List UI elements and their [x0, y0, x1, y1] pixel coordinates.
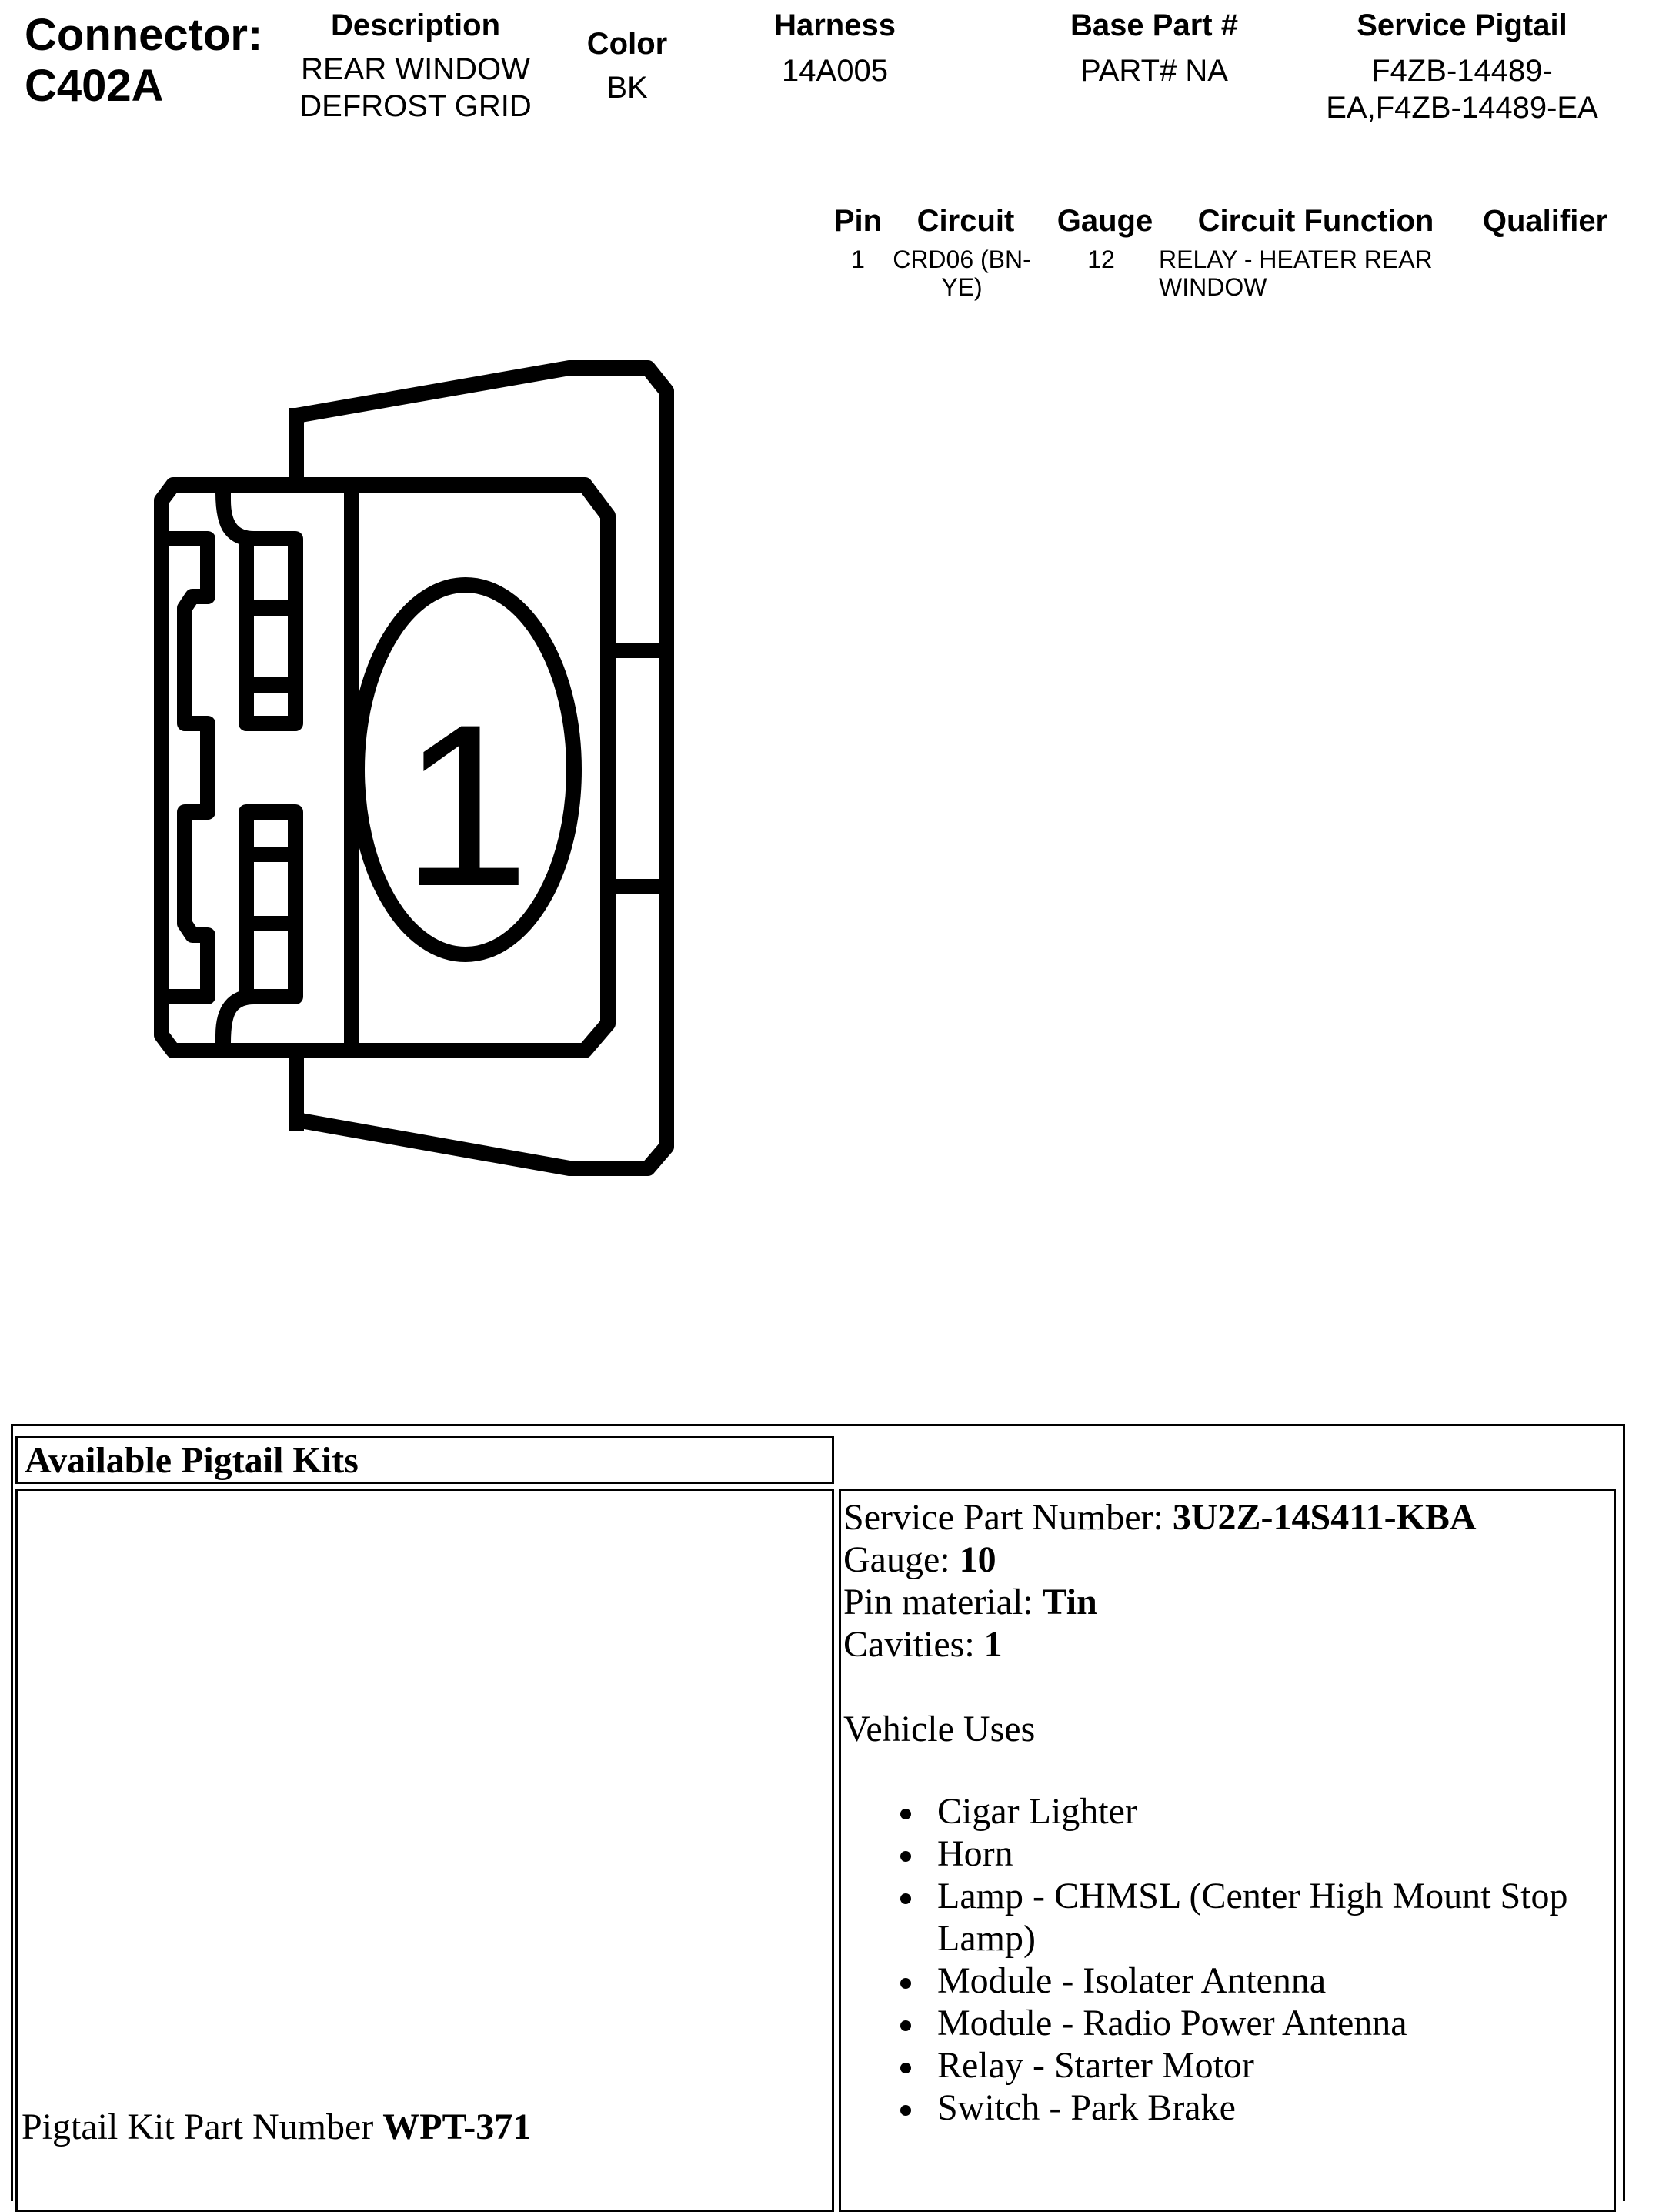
list-item: Switch - Park Brake	[900, 2087, 1630, 2129]
pin-number-label: 1	[401, 676, 530, 934]
circuit-function-cell-line1: RELAY - HEATER REAR	[1159, 246, 1433, 273]
service-pigtail-line1: F4ZB-14489-	[1371, 54, 1553, 88]
bullet-icon	[900, 2105, 911, 2116]
description-header: Description	[330, 8, 501, 42]
circuit-function-header: Circuit Function	[1197, 204, 1434, 238]
gauge-header: Gauge	[1056, 204, 1153, 238]
connector-label: Connector:	[25, 10, 263, 60]
pin-cell: 1	[851, 246, 865, 273]
connector-id: C402A	[25, 61, 164, 111]
list-item: Horn	[900, 1833, 1630, 1875]
bullet-icon	[900, 1978, 911, 1989]
bullet-icon	[900, 2020, 911, 2031]
color-value: BK	[606, 71, 648, 105]
list-item: Cigar Lighter	[900, 1790, 1630, 1833]
pigtail-kits-title: Available Pigtail Kits	[25, 1440, 359, 1481]
base-part-header: Base Part #	[1070, 8, 1238, 42]
pigtail-kit-part-number: Pigtail Kit Part Number WPT-371	[22, 2107, 532, 2147]
circuit-cell-line2: YE)	[941, 273, 983, 301]
color-header: Color	[586, 27, 668, 61]
list-item: Relay - Starter Motor	[900, 2044, 1630, 2087]
gauge-cell: 12	[1087, 246, 1115, 273]
latch-top-hook	[177, 539, 208, 997]
bullet-icon	[900, 1851, 911, 1862]
bullet-icon	[900, 1893, 911, 1904]
qualifier-header: Qualifier	[1482, 204, 1608, 238]
description-line1: REAR WINDOW	[301, 52, 530, 86]
kit-gauge: Gauge: 10	[843, 1539, 996, 1580]
bullet-icon	[900, 1809, 911, 1819]
circuit-header: Circuit	[916, 204, 1015, 238]
list-item: Module - Isolater Antenna	[900, 1960, 1630, 2002]
vehicle-uses-label: Vehicle Uses	[843, 1709, 1036, 1749]
list-item: Module - Radio Power Antenna	[900, 2002, 1630, 2044]
pin-header: Pin	[833, 204, 883, 238]
inner-body	[162, 485, 608, 1051]
cavities: Cavities: 1	[843, 1624, 1003, 1665]
base-part-value: PART# NA	[1080, 54, 1228, 88]
circuit-cell-line1: CRD06 (BN-	[893, 246, 1031, 273]
circuit-function-cell-line2: WINDOW	[1159, 273, 1267, 301]
list-item: Lamp - CHMSL (Center High Mount Stop Lamp)	[900, 1875, 1630, 1960]
vehicle-uses-list	[900, 1790, 1630, 2129]
harness-header: Harness	[774, 8, 896, 42]
service-pigtail-header: Service Pigtail	[1357, 8, 1567, 42]
harness-value: 14A005	[782, 54, 888, 88]
description-line2: DEFROST GRID	[299, 89, 532, 123]
bullet-icon	[900, 2063, 911, 2073]
service-pigtail-line2: EA,F4ZB-14489-EA	[1326, 91, 1598, 125]
service-part-number: Service Part Number: 3U2Z-14S411-KBA	[843, 1497, 1477, 1538]
pigtail-kit-image-cell	[15, 1489, 834, 2212]
pin-material: Pin material: Tin	[843, 1582, 1097, 1622]
